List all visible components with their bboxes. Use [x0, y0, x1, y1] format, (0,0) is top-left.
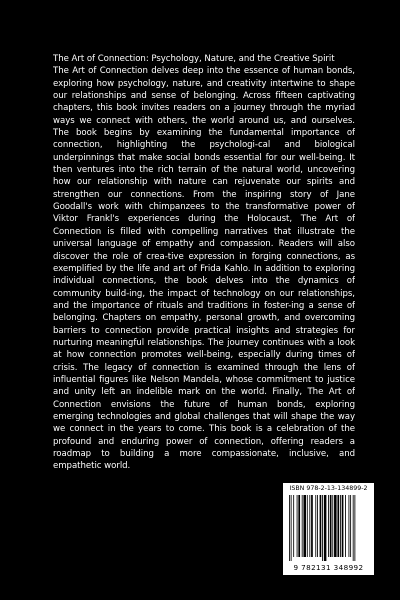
description-line: The Art of Connection: Psychology, Nature, and the Creative Spirit [53, 54, 335, 64]
description-line: at how connection promotes well-being, especially during times of [53, 350, 355, 361]
barcode-bars [289, 495, 368, 561]
description-line: barriers to connection provide practical insights and strategies for [53, 325, 355, 336]
description-line: influential figures like Nelson Mandela, whose commitment to justice [53, 374, 355, 385]
isbn-label: ISBN 978-2-13-134899-2 [289, 485, 368, 492]
description-line: community build-ing, the impact of technology on our relationships, [53, 288, 355, 299]
description-line: Connection envisions the future of human bonds, exploring [53, 399, 355, 410]
description-line: how our relationship with nature can rejuvenate our spirits and [53, 177, 355, 188]
description-line: individual connections, the book delves into the dynamics of [53, 276, 355, 287]
description-line: Viktor Frankl's experiences during the Holocaust, The Art of [53, 214, 355, 225]
description-line: discover the role of crea-tive expression in forging connections, as [53, 251, 355, 262]
description-line: Connection is filled with compelling narratives that illustrate the [53, 226, 355, 237]
description-line: crisis. The legacy of connection is examined through the lens of [53, 362, 355, 373]
description-line: then ventures into the rich terrain of the natural world, uncovering [53, 165, 355, 176]
description-line: exemplified by the life and art of Frida Kahlo. In addition to exploring [53, 263, 355, 274]
description-line: The book begins by examining the fundamental importance of [53, 128, 355, 139]
barcode-digits: 9 782131 348992 [293, 563, 364, 572]
description-line: ways we connect with others, the world around us, and ourselves. [53, 115, 355, 126]
isbn-barcode [283, 483, 374, 575]
description-line: underpinnings that make social bonds essential for our well-being. It [53, 152, 355, 163]
description-line: emerging technologies and global challenges that will shape the way [53, 411, 355, 422]
description-line: chapters, this book invites readers on a journey through the myriad [53, 103, 355, 114]
description-line: roadmap to building a more compassionate, inclusive, and [53, 449, 355, 459]
description-line: The Art of Connection delves deep into the essence of human bonds, [53, 66, 355, 77]
description-line: belonging. Chapters on empathy, personal growth, and overcoming [53, 313, 355, 324]
description-line: our relationships and sense of belonging. Across fifteen captivating [53, 91, 355, 102]
book-description [53, 53, 355, 473]
description-line: exploring how psychology, nature, and creativity intertwine to shape [53, 78, 355, 89]
description-line: and the importance of rituals and traditions in foster-ing a sense of [53, 300, 355, 311]
description-line: nurturing meaningful relationships. The journey continues with a look [53, 337, 355, 348]
description-line: connection, highlighting the psychologi-cal and biological [53, 140, 355, 151]
description-line: profound and enduring power of connection, offering readers a [53, 436, 355, 447]
description-line: Goodall's work with chimpanzees to the transformative power of [53, 202, 355, 213]
description-line: strengthen our connections. From the inspiring story of Jane [53, 189, 355, 200]
description-line: we connect in the years to come. This book is a celebration of the [53, 424, 355, 435]
description-line: universal language of empathy and compassion. Readers will also [53, 239, 355, 250]
description-line: and unity left an indelible mark on the world. Finally, The Art of [53, 387, 355, 398]
description-line: empathetic world. [53, 461, 131, 472]
